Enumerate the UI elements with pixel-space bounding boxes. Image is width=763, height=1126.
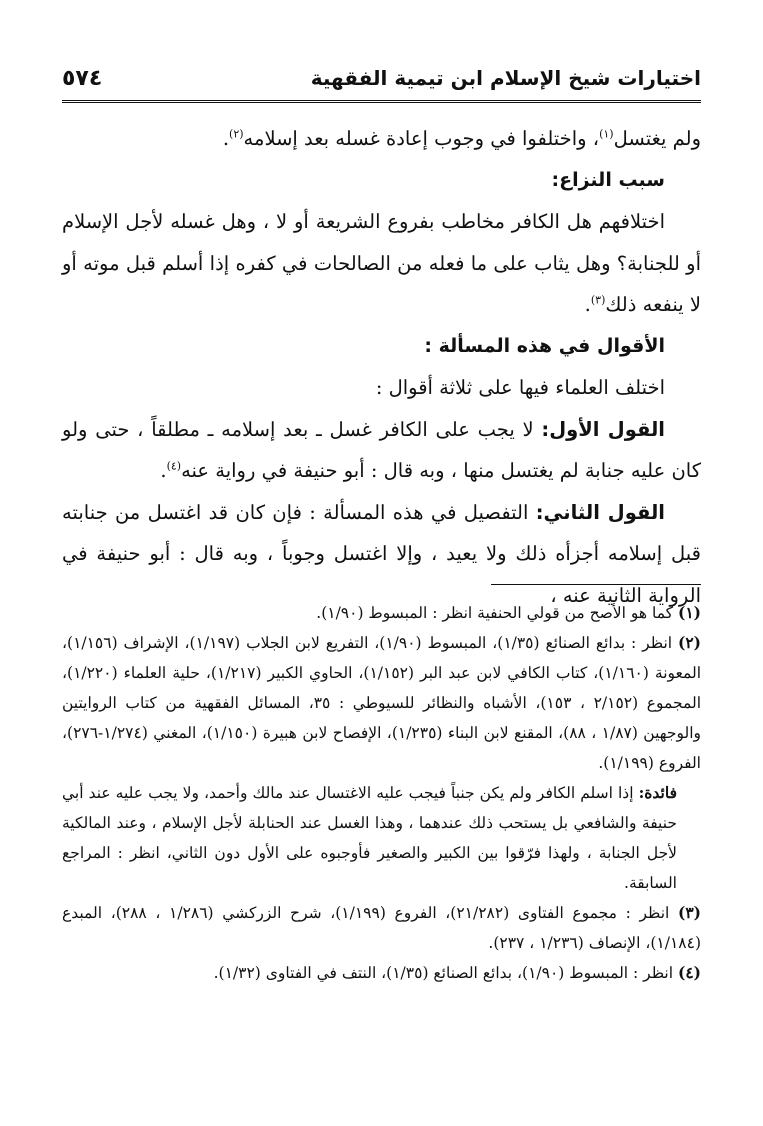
footnote-2-benefit: فائدة: إذا اسلم الكافر ولم يكن جنباً فيجب عليه الاغتسال عند مالك وأحمد، ولا يجب عليه عند أبي حنيفة والشافعي بل يستحب ذلك عندهما ، وهذا الغسل عند الحنابلة لأجل الإسلام ، وعند المالكية لأجل الجنابة ، ولهذا فرّقوا بين الكبير والصغير فأوجبوه على الأول دون الثاني، انظر : المراجع السابقة. (62, 783, 677, 892)
paragraph-opinion-1: القول الأول: لا يجب على الكافر غسل ـ بعد إسلامه ـ مطلقاً ، حتى ولو كان عليه جنابة لم يغتسل منها ، وبه قال : أبو حنيفة في رواية عنه$^{(٤)}$. (62, 417, 701, 482)
footnote-1: (١) كما هو الأصح من قولي الحنفية انظر : المبسوط (١/٩٠). (316, 603, 701, 622)
paragraph-opinions-intro: اختلف العلماء فيها على ثلاثة أقوال : (375, 376, 665, 399)
section-heading-cause: سبب النزاع: (551, 168, 665, 191)
footnote-marker-3: (٣) (590, 293, 606, 307)
section-heading-opinions: الأقوال في هذه المسألة : (424, 334, 665, 357)
footnote-2: (٢) انظر : بدائع الصنائع (١/٣٥)، المبسوط (١/٩٠)، التفريع لابن الجلاب (١/١٩٧)، الإشراف (١/١٥٦)، المعونة (١/١٦٠)، كتاب الكافي لابن عبد البر (١/١٥٢)، الحاوي الكبير (١/٢١٧)، حلية العلماء (١/٢٢٠)، المجموع (٢/١٥٢ ، ١٥٣)، الأشباه والنظائر للسيوطي : ٣٥، المسائل الفقهية من كتاب الروايتين والوجهين (١/٨٧ ، ٨٨)، المقنع لابن البناء (١/٢٣٥)، الإفصاح لابن هبيرة (١/١٥٠)، المغني (١/٢٧٤-٢٧٦)، الفروع (١/١٩٩). (62, 633, 702, 772)
running-title: اختيارات شيخ الإسلام ابن تيمية الفقهية (310, 66, 701, 90)
footnote-4: (٤) انظر : المبسوط (١/٩٠)، بدائع الصنائع (١/٣٥)، النتف في الفتاوى (١/٣٢). (213, 963, 701, 982)
paragraph-intro: ولم يغتسل$^{(١)}$، واختلفوا في وجوب إعادة غسله بعد إسلامه$^{(٢)}$. (222, 127, 701, 150)
main-text (62, 118, 701, 616)
footnote-marker-2: (٢) (229, 127, 244, 141)
footnote-marker-4: (٤) (166, 459, 182, 473)
footnotes (62, 598, 701, 988)
opinion-2-label: القول الثاني: (535, 500, 665, 524)
paragraph-cause: اختلافهم هل الكافر مخاطب بفروع الشريعة أو لا ، وهل غسله لأجل الإسلام أو للجنابة؟ وهل يثاب على ما فعله من الصالحات في كفره إذا أسلم قبل موته أو لا ينفعه ذلك$^{(٣)}$. (62, 210, 701, 316)
paragraph-opinion-2: القول الثاني: التفصيل في هذه المسألة : فإن كان قد اغتسل من جنابته قبل إسلامه أجزأه ذلك ولا يعيد ، وإلا اغتسل وجوباً ، وبه قال : أبو حنيفة في الرواية الثانية عنه ، (62, 500, 701, 607)
page-number: ٥٧٤ (62, 65, 103, 91)
footnote-divider (491, 584, 701, 585)
footnote-3: (٣) انظر : مجموع الفتاوى (٢١/٢٨٢)، الفروع (١/١٩٩)، شرح الزركشي (١/٢٨٦ ، ٢٨٨)، المبدع (١/١٨٤)، الإنصاف (١/٢٣٦ ، ٢٣٧). (62, 903, 701, 952)
footnote-marker-1: (١) (599, 127, 614, 141)
page-header (62, 56, 701, 103)
opinion-1-label: القول الأول: (541, 417, 665, 441)
